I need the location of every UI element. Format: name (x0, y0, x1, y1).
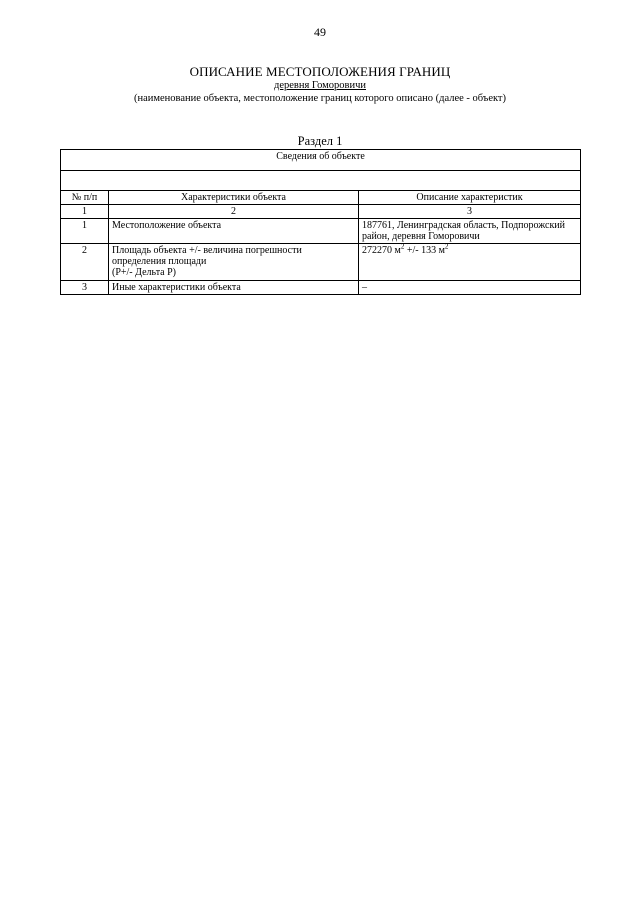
table-row (61, 244, 581, 281)
object-note: (наименование объекта, местоположение границ которого описано (далее - объект) (133, 93, 507, 104)
characteristic-line: Площадь объекта +/- величина погрешности (112, 245, 302, 256)
numbering-3: 3 (359, 205, 581, 219)
section-title: Раздел 1 (297, 134, 343, 148)
table-caption: Сведения об объекте (61, 150, 581, 171)
table-empty-row (61, 171, 581, 191)
header-description: Описание характеристик (359, 191, 581, 205)
row-characteristic: Местоположение объекта (109, 219, 359, 244)
characteristic-line: (P+/- Дельта P) (112, 267, 177, 278)
row-characteristic: Иные характеристики объекта (109, 281, 359, 295)
row-num: 1 (61, 219, 109, 244)
object-name-text: деревня Гоморовичи (273, 80, 366, 91)
table-row (61, 281, 581, 295)
row-num: 3 (61, 281, 109, 295)
table-header-row (61, 191, 581, 205)
row-description: – (359, 281, 581, 295)
numbering-2: 2 (109, 205, 359, 219)
object-name (0, 80, 640, 91)
row-description: 187761, Ленинградская область, Подпорожский район, деревня Гоморовичи (359, 219, 581, 244)
numbering-1: 1 (61, 205, 109, 219)
header-num: № п/п (61, 191, 109, 205)
document-title: ОПИСАНИЕ МЕСТОПОЛОЖЕНИЯ ГРАНИЦ (189, 64, 451, 79)
area-tolerance: +/- 133 м (404, 245, 445, 256)
object-info-table (60, 149, 581, 295)
area-value: 272270 м (362, 245, 401, 256)
page-number: 49 (314, 25, 326, 39)
area-unit-sup: 2 (400, 242, 405, 251)
table-empty-cell (61, 171, 581, 191)
table-numbering-row (61, 205, 581, 219)
tolerance-unit-sup: 2 (444, 242, 449, 251)
row-num: 2 (61, 244, 109, 281)
characteristic-line: определения площади (112, 256, 207, 267)
header-characteristic: Характеристики объекта (109, 191, 359, 205)
table-caption-row (61, 150, 581, 171)
row-description (359, 244, 581, 281)
row-characteristic (109, 244, 359, 281)
table-row (61, 219, 581, 244)
